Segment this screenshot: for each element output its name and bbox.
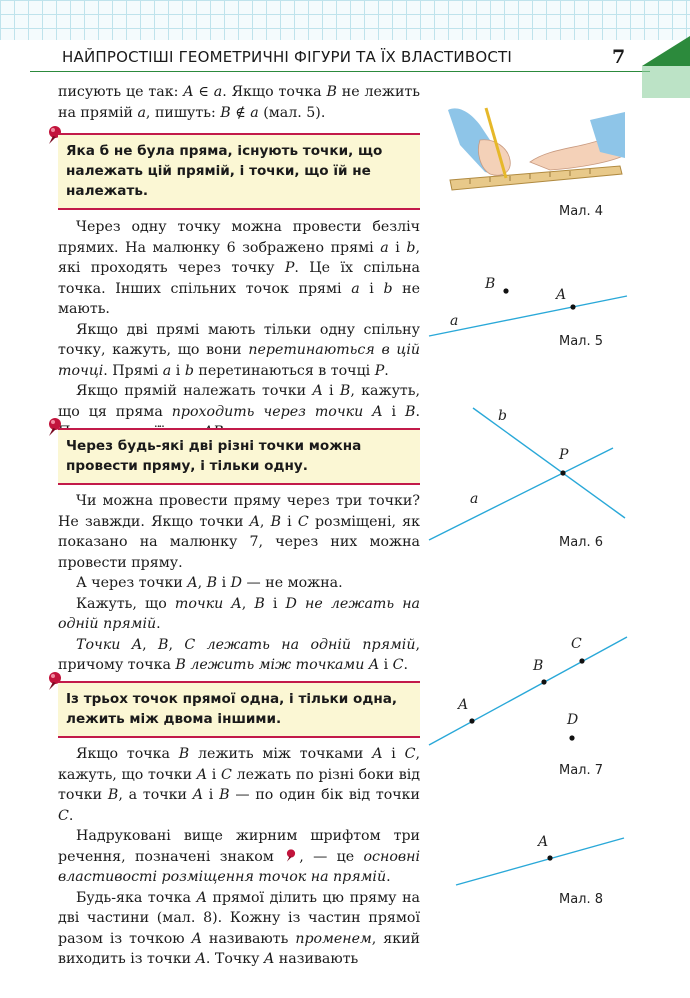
rule-box-1 bbox=[58, 133, 420, 210]
paragraph-p3: Якщо прямій належать точки A і B, кажуть, що ця пряма проходить через точки A і B. bbox=[58, 383, 420, 420]
label-point-d: D bbox=[567, 712, 579, 728]
figure-6-caption: Мал. 6 bbox=[559, 535, 604, 550]
push-pin-icon bbox=[283, 848, 299, 863]
line-abc bbox=[429, 637, 627, 745]
point-d-dot bbox=[569, 735, 574, 740]
rule-box-3 bbox=[58, 681, 420, 738]
rule-text-1: Яка б не була пряма, існують точки, що належать цій прямій, і точки, що їй не належать. bbox=[66, 143, 383, 199]
label-point-a: A bbox=[556, 287, 567, 303]
grid-background bbox=[0, 0, 690, 40]
point-b-dot bbox=[503, 288, 508, 293]
label-point-c: C bbox=[571, 636, 582, 652]
chapter-title: НАЙПРОСТІШІ ГЕОМЕТРИЧНІ ФІГУРИ ТА ЇХ ВЛАСТИВОСТІ bbox=[62, 48, 512, 66]
paragraph-p10: Будь-яка точка A прямої ділить цю пряму на дві частини (мал. 8). Кожну із частин прямої разом із точкою A називають променем, який виходить із точки A. Точку A називають bbox=[58, 889, 420, 967]
rule-text-2: Через будь-які дві різні точки можна провести пряму, і тільки одну. bbox=[66, 438, 362, 474]
line-a bbox=[429, 448, 613, 540]
paragraph-p6: Кажуть, що точки A, B і D не лежать на одній прямій. bbox=[58, 595, 421, 632]
point-b-dot bbox=[541, 679, 546, 684]
paragraph-p8: Якщо точка B лежить між точками A і C, кажуть, що точки A і C лежать по різні боки від точки B, а точки A і B — по один бік від точки C. bbox=[58, 746, 420, 824]
figure-8-caption: Мал. 8 bbox=[559, 892, 604, 907]
label-point-b: B bbox=[485, 276, 496, 292]
corner-triangle-icon bbox=[642, 36, 690, 98]
figure-7-diagram bbox=[425, 625, 635, 755]
paragraph-p1: Через одну точку можна провести безліч прямих. На малюнку 6 зображено прямі a і b, які проходять через точку P. Це їх спільна точка. Інших спільних точок прямі a і b не мають. bbox=[58, 219, 420, 317]
text-block-1 bbox=[58, 82, 420, 123]
text-block-3 bbox=[58, 491, 420, 676]
paragraph-p9: Надруковані вище жирним шрифтом три речення, позначені знаком , — це основні властивості розміщення точок на прямій. bbox=[58, 828, 420, 885]
line-b bbox=[473, 408, 625, 518]
rule-box-2 bbox=[58, 428, 420, 485]
point-a-dot bbox=[469, 718, 474, 723]
point-c-dot bbox=[579, 658, 584, 663]
text-block-2 bbox=[58, 217, 420, 443]
point-a-dot bbox=[570, 304, 575, 309]
figure-4-drawing bbox=[440, 100, 625, 192]
label-point-a: A bbox=[458, 697, 469, 713]
label-line-a: a bbox=[450, 313, 459, 329]
label-line-a: a bbox=[470, 491, 479, 507]
label-point-b: B bbox=[533, 658, 544, 674]
ruler-shape bbox=[450, 166, 622, 190]
figure-5-caption: Мал. 5 bbox=[559, 334, 604, 349]
point-p-dot bbox=[560, 470, 565, 475]
paragraph-p7: Точки A, B, C лежать на одній прямій, причому точка B лежить між точками A і C. bbox=[58, 636, 420, 673]
label-point-p: P bbox=[559, 447, 569, 463]
label-line-b: b bbox=[498, 408, 507, 424]
figure-6-diagram bbox=[425, 400, 635, 550]
paragraph-p0: писують це так: A ∈ a. Якщо точка B не лежить на прямій a, пишуть: B ∉ a (мал. 5). bbox=[58, 84, 420, 121]
paragraph-p4: Чи можна провести пряму через три точки? Не завжди. Якщо точки A, B і C розміщені, як показано на малюнку 7, через них можна провести пряму. bbox=[58, 493, 420, 571]
point-a-dot bbox=[547, 855, 552, 860]
line-a bbox=[429, 296, 627, 336]
page-header bbox=[0, 40, 690, 76]
rule-text-3: Із трьох точок прямої одна, і тільки одна, лежить між двома іншими. bbox=[66, 691, 398, 727]
text-block-4 bbox=[58, 744, 420, 970]
label-point-a: A bbox=[538, 834, 549, 850]
figure-5-diagram bbox=[425, 270, 635, 345]
paragraph-p5: А через точки A, B і D — не можна. bbox=[76, 575, 343, 591]
figure-7-caption: Мал. 7 bbox=[559, 763, 604, 778]
paragraph-p2: Якщо дві прямі мають тільки одну спільну точку, кажуть, що вони перетинаються в цій точці. Прямі a і b перетинаються в точці P. bbox=[58, 321, 420, 379]
page-number: 7 bbox=[612, 46, 626, 68]
figure-4-caption: Мал. 4 bbox=[559, 204, 604, 219]
header-rule bbox=[30, 71, 650, 72]
